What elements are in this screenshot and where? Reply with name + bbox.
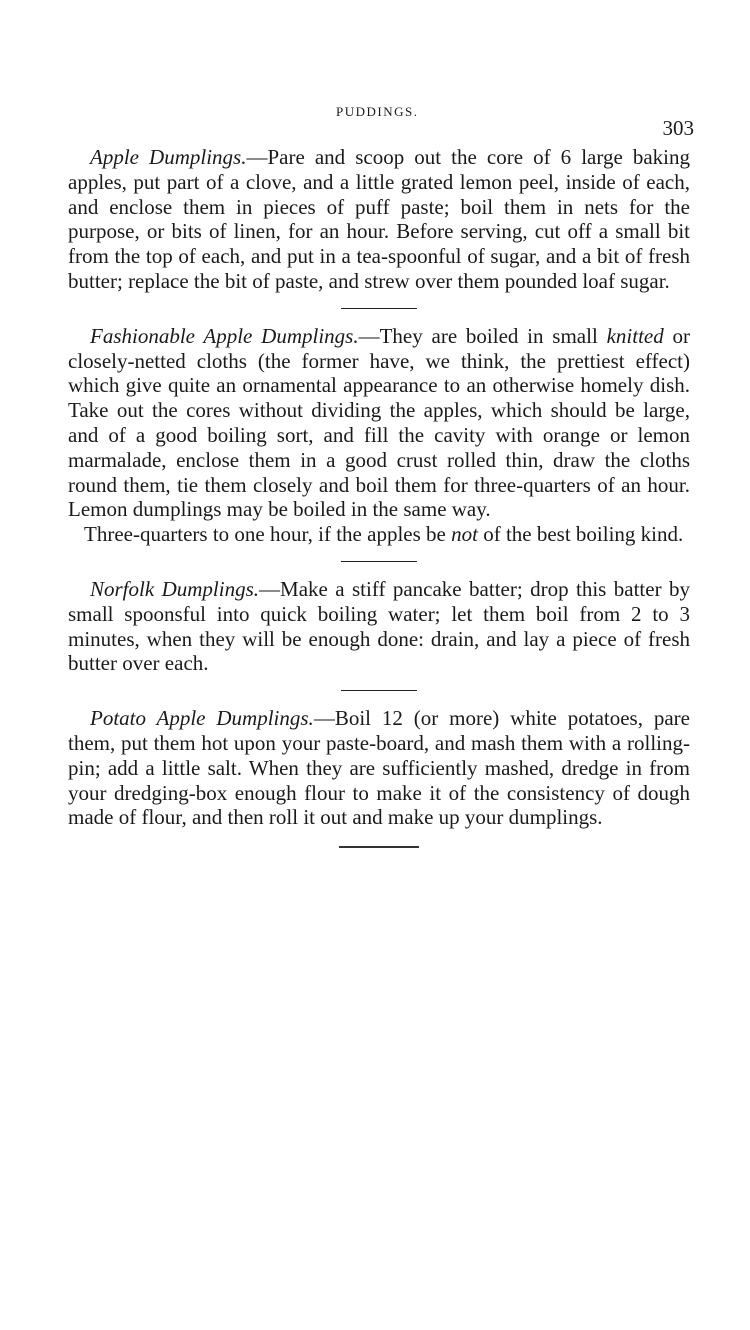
recipe-text: —They are boiled in small	[358, 323, 607, 348]
section-divider	[341, 561, 417, 562]
section-divider	[341, 690, 417, 691]
recipe-time-note	[68, 522, 690, 547]
page-number: 303	[662, 116, 694, 140]
section-divider	[341, 308, 417, 309]
page-header	[0, 104, 750, 140]
recipe-potato-apple-dumplings	[68, 706, 690, 830]
recipe-title: Norfolk Dumplings.	[90, 576, 260, 601]
note-text: of the best boiling kind.	[477, 522, 684, 547]
note-text: Three-quarters to one hour, if the apples be	[84, 522, 452, 547]
end-ornament	[339, 846, 419, 848]
note-emphasis: not	[451, 522, 478, 547]
recipe-text: or closely-netted cloths (the former have, we think, the prettiest effect) which give quite an ornamental appearance to an otherwise homely dish. Take out the cores without dividing the apples, which should be large, and of a good boiling sort, and fill the cavity with orange or lemon marmalade, enclose them in a good crust rolled thin, draw the cloths round them, tie them closely and boil them for three-quarters of an hour. Lemon dumplings may be boiled in the same way.	[68, 323, 691, 522]
recipe-title: Potato Apple Dumplings.	[90, 706, 314, 731]
recipe-text: —Boil 12 (or more) white potatoes, pare them, put them hot upon your paste-board, and mash them with a rolling-pin; add a little salt. When they are sufficiently mashed, dredge in from your dredging-box enough flour to make it of the consistency of dough made of flour, and then roll it out and make up your dumplings.	[68, 706, 690, 830]
recipe-emphasis: knitted	[606, 323, 664, 348]
recipe-fashionable-apple-dumplings	[68, 324, 690, 522]
recipe-text: —Make a stiff pancake batter; drop this batter by small spoonsful into quick boiling water; let them boil from 2 to 3 minutes, when they will be enough done: drain, and lay a piece of fresh butter over each.	[68, 576, 690, 676]
recipe-text: —Pare and scoop out the core of 6 large baking apples, put part of a clove, and a little grated lemon peel, inside of each, and enclose them in pieces of puff paste; boil them in nets for the purpose, or bits of linen, for an hour. Before serving, cut off a small bit from the top of each, and put in a tea-spoonful of sugar, and a bit of fresh butter; replace the bit of paste, and strew over them pounded loaf sugar.	[68, 145, 690, 293]
running-head: PUDDINGS.	[336, 104, 419, 119]
recipe-norfolk-dumplings	[68, 577, 690, 676]
recipe-apple-dumplings	[68, 145, 690, 294]
recipe-title: Apple Dumplings.	[90, 145, 247, 169]
recipe-title: Fashionable Apple Dumplings.	[90, 323, 359, 348]
page-body	[68, 145, 690, 848]
